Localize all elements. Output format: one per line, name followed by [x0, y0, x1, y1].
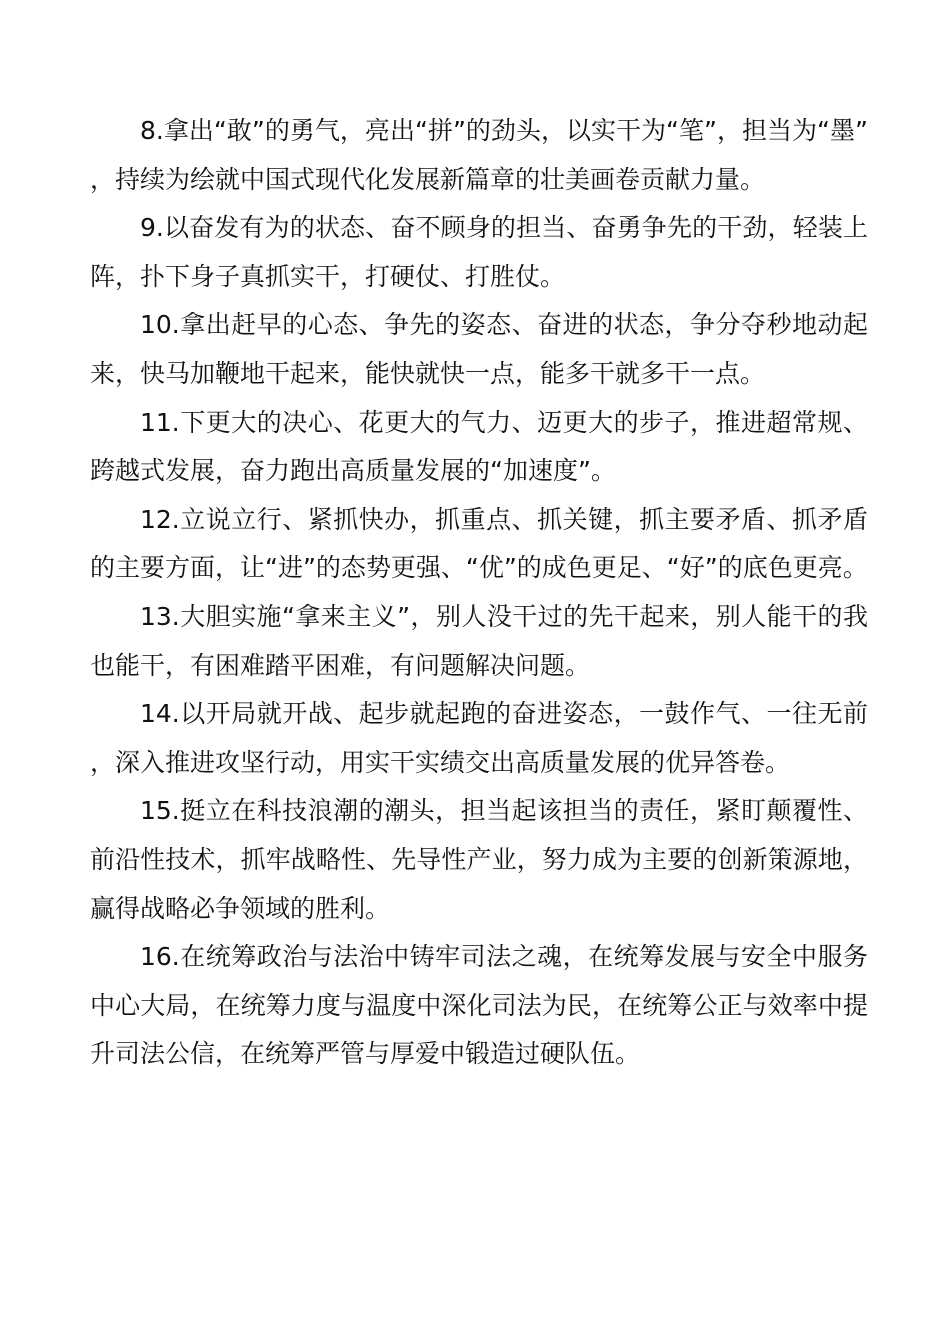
- paragraph-12: [90, 496, 868, 593]
- paragraph-15: [90, 787, 868, 933]
- paragraph-8: [90, 107, 868, 204]
- paragraph-text: 拿出“敢”的勇气，亮出“拼”的劲头，以实干为“笔”，担当为“墨”，持续为绘就中国式现代化发展新篇章的壮美画卷贡献力量。: [90, 116, 868, 194]
- paragraph-number: 11.: [140, 407, 180, 437]
- paragraph-14: [90, 690, 868, 787]
- paragraph-16: [90, 933, 868, 1079]
- paragraph-text: 大胆实施“拿来主义”，别人没干过的先干起来，别人能干的我也能干，有困难踏平困难，有问题解决问题。: [90, 601, 868, 680]
- paragraph-11: [90, 399, 868, 496]
- paragraph-text: 在统筹政治与法治中铸牢司法之魂，在统筹发展与安全中服务中心大局，在统筹力度与温度中深化司法为民，在统筹公正与效率中提升司法公信，在统筹严管与厚爱中锻造过硬队伍。: [90, 942, 868, 1069]
- paragraph-number: 16.: [140, 942, 180, 972]
- paragraph-number: 12.: [140, 504, 180, 534]
- paragraph-13: [90, 593, 868, 690]
- paragraph-text: 下更大的决心、花更大的气力、迈更大的步子，推进超常规、跨越式发展，奋力跑出高质量发展的“加速度”。: [90, 407, 868, 486]
- paragraph-number: 14.: [140, 699, 180, 729]
- paragraph-number: 15.: [140, 796, 180, 826]
- paragraph-text: 以开局就开战、起步就起跑的奋进姿态，一鼓作气、一往无前，深入推进攻坚行动，用实干实绩交出高质量发展的优异答卷。: [90, 699, 868, 777]
- paragraph-9: [90, 204, 868, 301]
- document-body: [90, 107, 868, 1079]
- paragraph-number: 10.: [140, 310, 180, 340]
- paragraph-text: 拿出赶早的心态、争先的姿态、奋进的状态，争分夺秒地动起来，快马加鞭地干起来，能快就快一点，能多干就多干一点。: [90, 310, 868, 388]
- paragraph-number: 13.: [140, 601, 180, 631]
- paragraph-number: 8.: [140, 116, 164, 145]
- paragraph-number: 9.: [140, 213, 164, 243]
- paragraph-10: [90, 301, 868, 398]
- paragraph-text: 立说立行、紧抓快办，抓重点、抓关键，抓主要矛盾、抓矛盾的主要方面，让“进”的态势更强、“优”的成色更足、“好”的底色更亮。: [90, 504, 868, 583]
- paragraph-text: 挺立在科技浪潮的潮头，担当起该担当的责任，紧盯颠覆性、前沿性技术，抓牢战略性、先导性产业，努力成为主要的创新策源地，赢得战略必争领域的胜利。: [90, 796, 868, 923]
- paragraph-text: 以奋发有为的状态、奋不顾身的担当、奋勇争先的干劲，轻装上阵，扑下身子真抓实干，打硬仗、打胜仗。: [90, 213, 868, 291]
